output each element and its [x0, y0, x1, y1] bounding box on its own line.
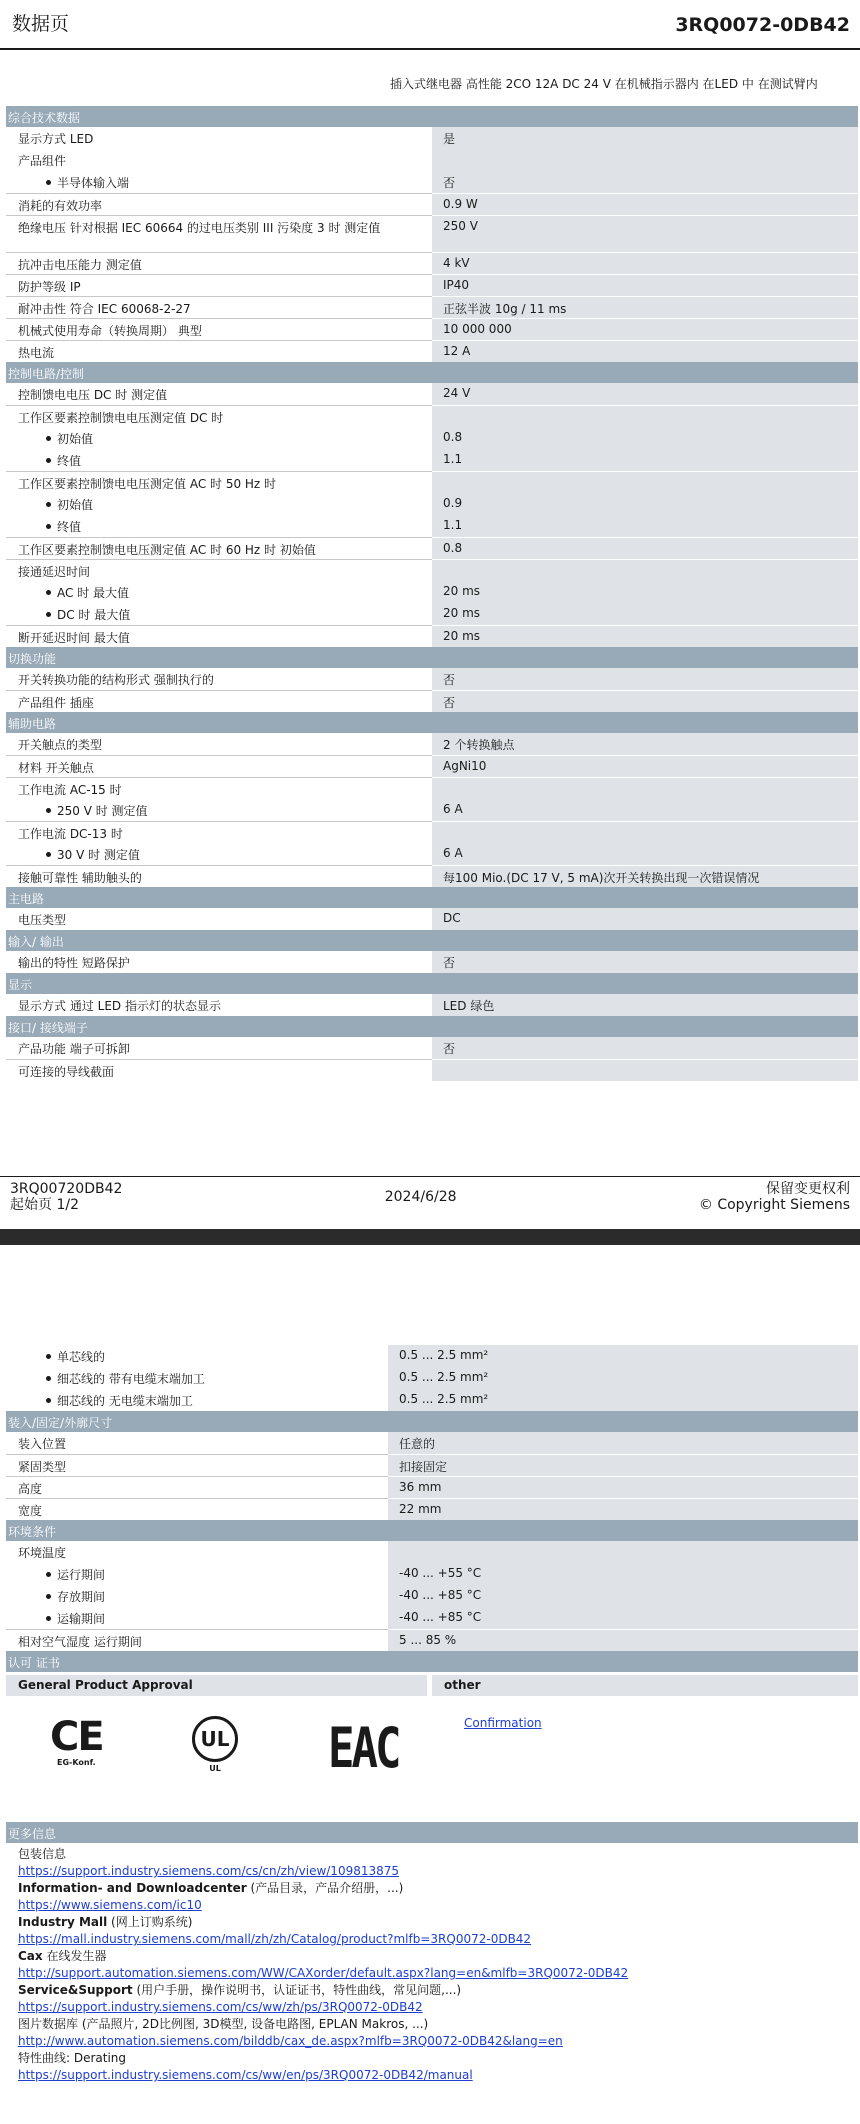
- spec-value: [432, 777, 858, 799]
- spec-row: [6, 821, 858, 843]
- spec-label: 工作电流 DC-13 时: [18, 826, 123, 841]
- spec-label: 紧固类型: [18, 1459, 67, 1474]
- spec-label: 运输期间: [57, 1612, 106, 1626]
- spec-row: [6, 171, 858, 193]
- page-separator: [0, 1229, 860, 1245]
- spec-label: 断开延迟时间 最大值: [18, 630, 130, 645]
- section-header: 主电路: [6, 887, 858, 908]
- spec-label: DC 时 最大值: [57, 608, 131, 622]
- spec-value: [432, 471, 858, 493]
- more-info-section: [6, 1822, 858, 2084]
- info-entry: [18, 1880, 858, 1897]
- spec-row: [6, 1389, 858, 1411]
- spec-label: 装入位置: [18, 1437, 67, 1451]
- spec-value: 否: [432, 1037, 858, 1059]
- spec-value: 5 ... 85 %: [388, 1629, 858, 1651]
- spec-value: [432, 1059, 858, 1081]
- section-header: 更多信息: [6, 1822, 858, 1843]
- info-entry: [18, 1948, 858, 1965]
- section-header: 认可 证书: [6, 1651, 858, 1672]
- spec-label: AC 时 最大值: [57, 586, 130, 600]
- info-desc: 图片数据库 (产品照片, 2D比例图, 3D模型, 设备电路图, EPLAN Makros, ...): [18, 2017, 429, 2031]
- bullet-icon: [46, 458, 51, 463]
- spec-label: 环境温度: [18, 1546, 67, 1560]
- section-header: 辅助电路: [6, 712, 858, 733]
- spec-value: 20 ms: [432, 625, 858, 647]
- spec-row: [6, 1629, 858, 1651]
- bullet-icon: [46, 502, 51, 507]
- footer-date: 2024/6/28: [384, 1189, 457, 1205]
- spec-label: 电压类型: [18, 913, 67, 927]
- spec-row: [6, 318, 858, 340]
- spec-row: [6, 1037, 858, 1059]
- page-title: 数据页: [12, 13, 70, 35]
- spec-label: 宽度: [18, 1503, 43, 1518]
- spec-value: LED 绿色: [432, 994, 858, 1016]
- product-description: 插入式继电器 高性能 2CO 12A DC 24 V 在机械指示器内 在LED 中 在测试臂内: [390, 77, 818, 91]
- spec-row: [6, 515, 858, 537]
- spec-table-page-1: [6, 106, 858, 1081]
- spec-label: 初始值: [57, 498, 94, 512]
- spec-row: [6, 733, 858, 755]
- spec-value: [432, 405, 858, 427]
- spec-label: 热电流: [18, 345, 55, 360]
- bullet-icon: [46, 1398, 51, 1403]
- section-header: 环境条件: [6, 1520, 858, 1541]
- spec-label: 存放期间: [57, 1590, 106, 1604]
- spec-label: 终值: [57, 454, 82, 468]
- spec-row: [6, 1454, 858, 1476]
- spec-table-page-2: [6, 1345, 858, 1651]
- spec-label: 细芯线的 无电缆末端加工: [57, 1394, 193, 1408]
- spec-row: [6, 449, 858, 471]
- spec-value: 0.9 W: [432, 193, 858, 215]
- spec-value: 20 ms: [432, 603, 858, 625]
- page-header: [0, 0, 860, 50]
- page-footer: [0, 1176, 860, 1229]
- spec-label: 单芯线的: [57, 1350, 106, 1364]
- spec-label: 抗冲击电压能力 测定值: [18, 257, 142, 272]
- spec-label: 250 V 时 测定值: [57, 804, 148, 818]
- spec-row: [6, 1059, 858, 1081]
- spec-value: 22 mm: [388, 1498, 858, 1520]
- bullet-icon: [46, 808, 51, 813]
- spec-row: [6, 252, 858, 274]
- bullet-icon: [46, 1572, 51, 1577]
- spec-label: 显示方式 通过 LED 指示灯的状态显示: [18, 999, 221, 1013]
- bullet-icon: [46, 852, 51, 857]
- info-title: Service&Support: [18, 1983, 133, 1997]
- spec-row: [6, 908, 858, 930]
- spec-value: 1.1: [432, 515, 858, 537]
- section-header: 切换功能: [6, 647, 858, 668]
- spec-label: 输出的特性 短路保护: [18, 956, 130, 970]
- spec-row: [6, 843, 858, 865]
- info-desc: (产品目录，产品介绍册，...): [246, 1881, 404, 1895]
- spec-row: [6, 1367, 858, 1389]
- info-desc: (用户手册，操作说明书，认证证书，特性曲线，常见问题,...): [132, 1983, 462, 1997]
- info-entry: [18, 1982, 858, 1999]
- bullet-icon: [46, 524, 51, 529]
- spec-value: 否: [432, 951, 858, 973]
- product-code: 3RQ0072-0DB42: [675, 14, 850, 36]
- bullet-icon: [46, 612, 51, 617]
- spec-value: 否: [432, 171, 858, 193]
- spec-label: 工作区要素控制馈电电压测定值 DC 时: [18, 410, 224, 425]
- spec-value: 6 A: [432, 843, 858, 865]
- spec-row: [6, 215, 858, 252]
- info-entry: [18, 2050, 858, 2067]
- spec-value: 20 ms: [432, 581, 858, 603]
- spec-label: 接通延迟时间: [18, 564, 91, 579]
- spec-row: [6, 690, 858, 712]
- spec-value: 0.8: [432, 537, 858, 559]
- spec-value: 否: [432, 668, 858, 690]
- spec-value: 6 A: [432, 799, 858, 821]
- info-entry: [18, 2016, 858, 2033]
- spec-row: [6, 668, 858, 690]
- spec-row: [6, 193, 858, 215]
- spec-value: 36 mm: [388, 1476, 858, 1498]
- confirmation-link[interactable]: Confirmation: [464, 1716, 542, 1730]
- spec-label: 产品组件: [18, 154, 67, 168]
- bullet-icon: [46, 1616, 51, 1621]
- info-link[interactable]: https://support.industry.siemens.com/cs/ww/en/ps/3RQ0072-0DB42/manual: [18, 2068, 473, 2082]
- spec-value: 4 kV: [432, 252, 858, 274]
- bullet-icon: [46, 590, 51, 595]
- spec-label: 显示方式 LED: [18, 132, 94, 146]
- spec-value: DC: [432, 908, 858, 930]
- spec-row: [6, 994, 858, 1016]
- spec-value: 2 个转换触点: [432, 733, 858, 755]
- spec-label: 消耗的有效功率: [18, 198, 103, 213]
- spec-value: 24 V: [432, 383, 858, 405]
- spec-label: 机械式使用寿命（转换周期） 典型: [18, 323, 202, 338]
- approvals-section: [6, 1651, 858, 1672]
- spec-label: 运行期间: [57, 1568, 106, 1582]
- spec-value: -40 ... +85 °C: [388, 1607, 858, 1629]
- section-header: 综合技术数据: [6, 106, 858, 127]
- bullet-icon: [46, 1376, 51, 1381]
- spec-label: 接触可靠性 辅助触头的: [18, 870, 142, 885]
- spec-value: 正弦半波 10g / 11 ms: [432, 296, 858, 318]
- spec-label: 相对空气湿度 运行期间: [18, 1634, 142, 1649]
- section-header: 装入/固定/外廓尺寸: [6, 1411, 858, 1432]
- info-desc: 包装信息: [18, 1847, 67, 1861]
- approval-logos: [0, 1696, 860, 1822]
- spec-value: [432, 149, 858, 171]
- spec-row: [6, 1476, 858, 1498]
- approval-col-general: General Product Approval: [6, 1675, 427, 1696]
- info-title: Cax: [18, 1949, 43, 1963]
- spec-value: 0.5 ... 2.5 mm²: [388, 1367, 858, 1389]
- spec-row: [6, 865, 858, 887]
- spec-label: 工作区要素控制馈电电压测定值 AC 时 60 Hz 时 初始值: [18, 542, 316, 557]
- spec-value: [432, 559, 858, 581]
- spec-row: [6, 537, 858, 559]
- eac-mark-icon: EAC: [328, 1716, 399, 1781]
- spec-row: [6, 1607, 858, 1629]
- spec-value: 12 A: [432, 340, 858, 362]
- spec-row: [6, 1541, 858, 1563]
- spec-row: [6, 581, 858, 603]
- spec-value: [388, 1541, 858, 1563]
- spec-row: [6, 1585, 858, 1607]
- footer-rights: 保留变更权利: [766, 1181, 850, 1197]
- spec-row: [6, 127, 858, 149]
- datasheet-page-2: [0, 1245, 860, 2124]
- spec-label: 初始值: [57, 432, 94, 446]
- bullet-icon: [46, 180, 51, 185]
- info-desc: (网上订购系统): [107, 1915, 193, 1929]
- spec-value: 任意的: [388, 1432, 858, 1454]
- spec-row: [6, 471, 858, 493]
- footer-copyright: © Copyright Siemens: [698, 1197, 850, 1213]
- info-entry: [18, 1846, 858, 1863]
- spec-row: [6, 274, 858, 296]
- spec-label: 产品组件 插座: [18, 695, 94, 710]
- bullet-icon: [46, 1594, 51, 1599]
- spec-row: [6, 493, 858, 515]
- spec-value: [432, 821, 858, 843]
- spec-value: 250 V: [432, 215, 858, 252]
- info-title: Information- and Downloadcenter: [18, 1881, 247, 1895]
- spec-value: 0.5 ... 2.5 mm²: [388, 1345, 858, 1367]
- info-title: Industry Mall: [18, 1915, 108, 1929]
- info-desc: 特性曲线: Derating: [18, 2051, 127, 2065]
- bullet-icon: [46, 436, 51, 441]
- section-header: 输入/ 输出: [6, 930, 858, 951]
- info-link[interactable]: https://mall.industry.siemens.com/mall/zh/zh/Catalog/product?mlfb=3RQ0072-0DB42: [18, 1932, 532, 1946]
- info-desc: 在线发生器: [42, 1949, 107, 1963]
- section-header: 显示: [6, 973, 858, 994]
- info-link[interactable]: https://support.industry.siemens.com/cs/cn/zh/view/109813875: [18, 1864, 400, 1878]
- section-header: 控制电路/控制: [6, 362, 858, 383]
- spec-value: 是: [432, 127, 858, 149]
- info-link[interactable]: https://support.industry.siemens.com/cs/ww/zh/ps/3RQ0072-0DB42: [18, 2000, 423, 2014]
- spec-label: 半导体输入端: [57, 176, 130, 190]
- spec-row: [6, 1498, 858, 1520]
- spec-value: IP40: [432, 274, 858, 296]
- info-link[interactable]: https://www.siemens.com/ic10: [18, 1898, 202, 1912]
- spec-row: [6, 603, 858, 625]
- spec-row: [6, 799, 858, 821]
- spec-label: 绝缘电压 针对根据 IEC 60664 的过电压类别 III 污染度 3 时 测定值: [18, 220, 381, 235]
- info-entry: [18, 1914, 858, 1931]
- spec-label: 终值: [57, 520, 82, 534]
- section-header: 接口/ 接线端子: [6, 1016, 858, 1037]
- spec-row: [6, 1345, 858, 1367]
- info-link[interactable]: http://www.automation.siemens.com/bilddb/cax_de.aspx?mlfb=3RQ0072-0DB42&lang=en: [18, 2034, 563, 2048]
- spec-value: AgNi10: [432, 755, 858, 777]
- spec-value: 10 000 000: [432, 318, 858, 340]
- bullet-icon: [46, 1354, 51, 1359]
- spec-label: 耐冲击性 符合 IEC 60068-2-27: [18, 301, 191, 316]
- spec-row: [6, 383, 858, 405]
- spec-label: 控制馈电电压 DC 时 测定值: [18, 388, 168, 402]
- spec-label: 30 V 时 测定值: [57, 848, 140, 862]
- spec-label: 可连接的导线截面: [18, 1064, 115, 1079]
- spec-row: [6, 427, 858, 449]
- spec-row: [6, 625, 858, 647]
- spec-value: 每100 Mio.(DC 17 V, 5 mA)次开关转换出现一次错误情况: [432, 865, 858, 887]
- spec-label: 开关触点的类型: [18, 738, 103, 752]
- spec-label: 材料 开关触点: [18, 760, 94, 775]
- spec-label: 防护等级 IP: [18, 279, 81, 294]
- spec-row: [6, 405, 858, 427]
- ce-mark-icon: CE EG-Konf.: [50, 1714, 103, 1767]
- spec-label: 开关转换功能的结构形式 强制执行的: [18, 673, 214, 687]
- spec-label: 工作电流 AC-15 时: [18, 782, 122, 797]
- spec-label: 产品功能 端子可拆卸: [18, 1042, 130, 1056]
- spec-value: 0.8: [432, 427, 858, 449]
- spec-value: -40 ... +85 °C: [388, 1585, 858, 1607]
- spec-value: -40 ... +55 °C: [388, 1563, 858, 1585]
- spec-value: 0.5 ... 2.5 mm²: [388, 1389, 858, 1411]
- info-link[interactable]: http://support.automation.siemens.com/WW/CAXorder/default.aspx?lang=en&mlfb=3RQ0072-0DB42: [18, 1966, 629, 1980]
- spec-value: 1.1: [432, 449, 858, 471]
- spec-row: [6, 1432, 858, 1454]
- spec-label: 工作区要素控制馈电电压测定值 AC 时 50 Hz 时: [18, 476, 277, 491]
- spec-label: 高度: [18, 1481, 43, 1496]
- ul-mark-icon: UL UL: [192, 1716, 238, 1773]
- spec-value: 否: [432, 690, 858, 712]
- spec-row: [6, 340, 858, 362]
- spec-value: 扣接固定: [388, 1454, 858, 1476]
- footer-page: 起始页 1/2: [10, 1197, 79, 1213]
- footer-code: 3RQ00720DB42: [10, 1181, 123, 1197]
- spec-row: [6, 755, 858, 777]
- approval-col-other: other: [432, 1675, 858, 1696]
- spec-row: [6, 951, 858, 973]
- spec-row: [6, 1563, 858, 1585]
- spec-value: 0.9: [432, 493, 858, 515]
- spec-row: [6, 777, 858, 799]
- spec-label: 细芯线的 带有电缆末端加工: [57, 1372, 205, 1386]
- spec-row: [6, 296, 858, 318]
- spec-row: [6, 149, 858, 171]
- spec-row: [6, 559, 858, 581]
